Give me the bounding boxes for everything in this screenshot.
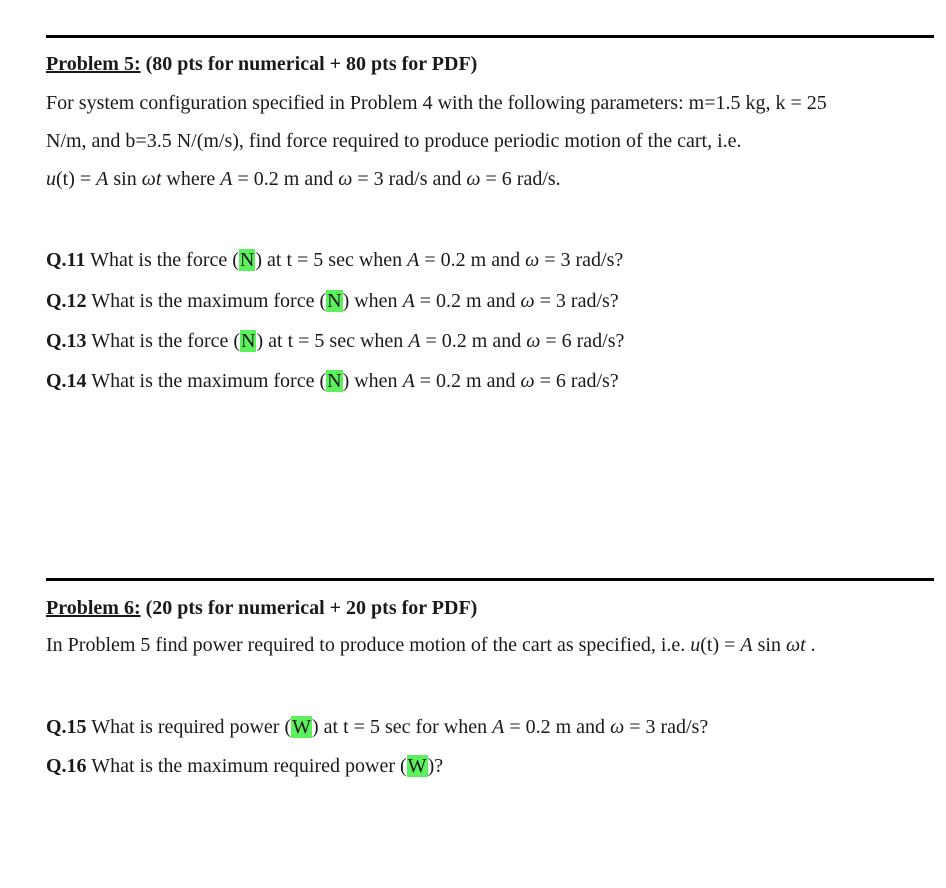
question-q11 [46, 248, 623, 272]
eq-equals: = [719, 634, 741, 656]
unit-highlight: N [327, 370, 342, 392]
amplitude-symbol: A [402, 370, 415, 392]
question-number: Q.13 [46, 330, 87, 352]
amplitude-symbol: A [408, 330, 421, 352]
problem6-heading [46, 596, 477, 620]
question-text: = 6 rad/s? [534, 370, 619, 392]
problem5-title: Problem 5: [46, 53, 141, 75]
question-text: )? [427, 755, 444, 777]
eq-sin: sin [752, 634, 786, 656]
unit-highlight: W [407, 755, 427, 777]
question-text: = 0.2 m and [414, 290, 521, 312]
eq-omega-1: ω [338, 168, 353, 190]
question-text: ) when [342, 290, 403, 312]
question-text: ) at t = 5 sec when [255, 249, 408, 271]
omega-symbol: ω [520, 370, 535, 392]
amplitude-symbol: A [402, 290, 415, 312]
question-q16 [46, 754, 443, 778]
omega-symbol: ω [526, 330, 541, 352]
question-text: = 0.2 m and [419, 249, 526, 271]
question-number: Q.14 [46, 370, 87, 392]
eq-u: u [46, 168, 56, 190]
eq-where: where [161, 168, 221, 190]
question-q15 [46, 715, 708, 739]
unit-highlight: N [239, 249, 255, 271]
question-number: Q.12 [46, 290, 87, 312]
problem5-points: (80 pts for numerical + 80 pts for PDF) [145, 53, 478, 75]
unit-highlight: N [327, 290, 342, 312]
problem6-intro-line [46, 633, 816, 657]
eq-omega-2: ω [466, 168, 481, 190]
question-text: = 3 rad/s? [539, 249, 624, 271]
eq-val3: = 6 rad/s. [480, 168, 561, 190]
eq-amplitude-2: A [220, 168, 233, 190]
question-text: What is the force ( [86, 330, 241, 352]
problem5-equation-line [46, 167, 561, 191]
eq-t: (t) [700, 634, 720, 656]
eq-end: . [805, 634, 816, 656]
question-number: Q.11 [46, 249, 86, 271]
omega-symbol: ω [520, 290, 535, 312]
question-text: = 3 rad/s? [534, 290, 619, 312]
problem5-intro-line2: N/m, and b=3.5 N/(m/s), find force required to produce periodic motion of the cart, i.e. [46, 130, 742, 152]
question-text: What is the maximum force ( [86, 290, 327, 312]
eq-equals: = [74, 168, 97, 190]
eq-omega-t: ωt [785, 634, 806, 656]
question-text: = 0.2 m and [504, 716, 611, 738]
eq-val1: = 0.2 m and [232, 168, 339, 190]
question-text: What is required power ( [86, 716, 292, 738]
question-text: ) when [342, 370, 403, 392]
amplitude-symbol: A [492, 716, 505, 738]
problem5-intro-line1: For system configuration specified in Problem 4 with the following parameters: m=1.5 kg, k = 25 [46, 92, 827, 114]
question-text: What is the maximum required power ( [86, 755, 407, 777]
problem6-divider [46, 578, 934, 581]
eq-val2: = 3 rad/s and [352, 168, 467, 190]
question-number: Q.15 [46, 716, 87, 738]
question-text: What is the force ( [85, 249, 239, 271]
question-text: = 3 rad/s? [624, 716, 709, 738]
eq-u: u [690, 634, 701, 656]
eq-t: (t) [56, 168, 75, 190]
question-text: = 0.2 m and [420, 330, 527, 352]
question-q13 [46, 329, 624, 353]
question-number: Q.16 [46, 755, 87, 777]
question-q12 [46, 289, 619, 313]
amplitude-symbol: A [407, 249, 420, 271]
omega-symbol: ω [610, 716, 625, 738]
question-text: ) at t = 5 sec for when [312, 716, 493, 738]
problem6-points: (20 pts for numerical + 20 pts for PDF) [145, 597, 478, 619]
eq-amplitude: A [740, 634, 753, 656]
problem6-intro: In Problem 5 find power required to produce motion of the cart as specified, i.e. [46, 634, 691, 656]
eq-amplitude: A [96, 168, 109, 190]
question-text: ) at t = 5 sec when [256, 330, 409, 352]
problem6-title: Problem 6: [46, 597, 141, 619]
unit-highlight: W [292, 716, 312, 738]
problem5-divider [46, 35, 934, 38]
question-text: = 0.2 m and [414, 370, 521, 392]
unit-highlight: N [241, 330, 256, 352]
omega-symbol: ω [525, 249, 540, 271]
eq-sin: sin [108, 168, 142, 190]
question-text: What is the maximum force ( [86, 370, 327, 392]
problem5-heading [46, 52, 477, 76]
question-q14 [46, 369, 619, 393]
eq-omega-t: ωt [141, 168, 162, 190]
question-text: = 6 rad/s? [540, 330, 625, 352]
